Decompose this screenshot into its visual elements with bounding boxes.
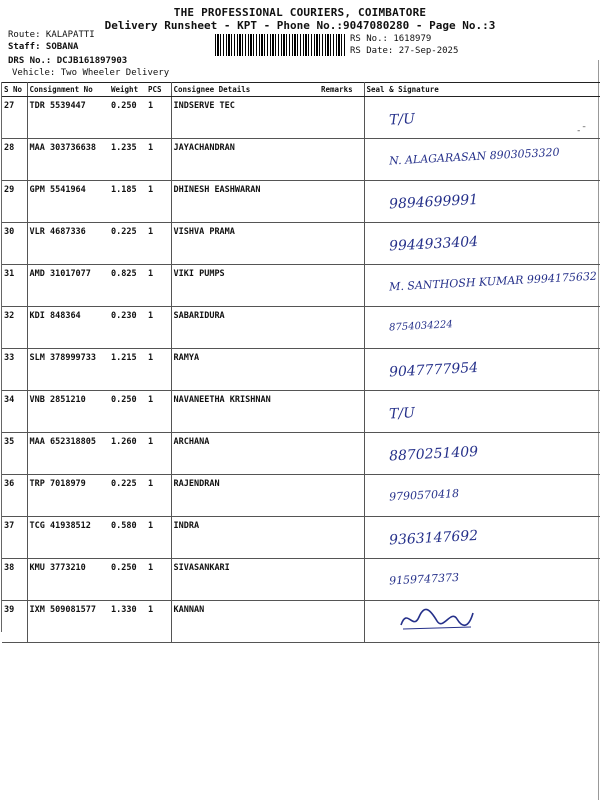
cell-remarks (319, 517, 364, 559)
runsheet-table (2, 82, 600, 643)
cell-pcs: 1 (146, 601, 171, 643)
cell-consignment: VLR 4687336 (27, 223, 109, 265)
col-header-signature: Seal & Signature (364, 83, 600, 97)
cell-pcs: 1 (146, 433, 171, 475)
cell-remarks (319, 223, 364, 265)
col-header-remarks: Remarks (319, 83, 364, 97)
cell-consignment: TCG 41938512 (27, 517, 109, 559)
col-header-weight: Weight (109, 83, 146, 97)
handwritten-signature: 9944933404 (388, 233, 479, 255)
table-header-row (2, 83, 600, 97)
cell-signature (364, 601, 600, 643)
cell-weight: 0.250 (109, 391, 146, 433)
cell-consignee: NAVANEETHA KRISHNAN (171, 391, 319, 433)
cell-pcs: 1 (146, 391, 171, 433)
cell-weight: 1.260 (109, 433, 146, 475)
cell-pcs: 1 (146, 559, 171, 601)
cell-consignee: KANNAN (171, 601, 319, 643)
handwritten-signature: 9159747373 (388, 570, 459, 588)
table-row (2, 139, 600, 181)
cell-sno: 33 (2, 349, 27, 391)
vehicle-label: Vehicle: Two Wheeler Delivery (12, 68, 170, 78)
cell-weight: 0.580 (109, 517, 146, 559)
cell-sno: 39 (2, 601, 27, 643)
cell-consignee: SABARIDURA (171, 307, 319, 349)
cell-remarks (319, 139, 364, 181)
table-row (2, 475, 600, 517)
cell-consignee: INDRA (171, 517, 319, 559)
handwritten-signature: 9047777954 (388, 359, 479, 381)
margin-scribble: ‐ˉ (576, 126, 587, 136)
cell-remarks (319, 349, 364, 391)
cell-weight: 0.250 (109, 97, 146, 139)
cell-signature (364, 391, 600, 433)
col-header-sno: S No (2, 83, 27, 97)
cell-pcs: 1 (146, 181, 171, 223)
cell-pcs: 1 (146, 307, 171, 349)
cell-consignment: SLM 378999733 (27, 349, 109, 391)
barcode-image (215, 34, 345, 56)
cell-pcs: 1 (146, 349, 171, 391)
cell-consignee: DHINESH EASHWARAN (171, 181, 319, 223)
cell-consignment: KMU 3773210 (27, 559, 109, 601)
cell-consignee: SIVASANKARI (171, 559, 319, 601)
cell-weight: 0.225 (109, 475, 146, 517)
cell-remarks (319, 181, 364, 223)
table-row (2, 601, 600, 643)
handwritten-signature-scribble (397, 605, 477, 633)
col-header-pcs: PCS (146, 83, 171, 97)
cell-consignee: RAMYA (171, 349, 319, 391)
cell-signature (364, 517, 600, 559)
cell-signature (364, 181, 600, 223)
cell-pcs: 1 (146, 97, 171, 139)
cell-sno: 34 (2, 391, 27, 433)
document-title: THE PROFESSIONAL COURIERS, COIMBATORE (173, 6, 427, 19)
handwritten-signature: 8870251409 (388, 443, 479, 465)
table-row (2, 433, 600, 475)
cell-consignee: VIKI PUMPS (171, 265, 319, 307)
cell-weight: 0.230 (109, 307, 146, 349)
cell-consignment: KDI 848364 (27, 307, 109, 349)
table-row (2, 391, 600, 433)
cell-sno: 30 (2, 223, 27, 265)
cell-sno: 35 (2, 433, 27, 475)
cell-signature (364, 265, 600, 307)
cell-remarks (319, 265, 364, 307)
col-header-consignee: Consignee Details (171, 83, 319, 97)
cell-weight: 0.250 (109, 559, 146, 601)
cell-weight: 1.185 (109, 181, 146, 223)
cell-signature (364, 349, 600, 391)
cell-consignment: IXM 509081577 (27, 601, 109, 643)
staff-label: Staff: SOBANA (8, 42, 79, 52)
cell-remarks (319, 97, 364, 139)
route-label: Route: KALAPATTI (8, 30, 95, 40)
cell-pcs: 1 (146, 475, 171, 517)
cell-consignee: ARCHANA (171, 433, 319, 475)
cell-sno: 38 (2, 559, 27, 601)
cell-weight: 0.225 (109, 223, 146, 265)
cell-signature (364, 559, 600, 601)
cell-sno: 27 (2, 97, 27, 139)
cell-consignee: INDSERVE TEC (171, 97, 319, 139)
table-row (2, 181, 600, 223)
table-row (2, 307, 600, 349)
cell-weight: 1.215 (109, 349, 146, 391)
table-row (2, 265, 600, 307)
cell-remarks (319, 601, 364, 643)
cell-consignee: JAYACHANDRAN (171, 139, 319, 181)
table-row (2, 349, 600, 391)
cell-signature (364, 307, 600, 349)
cell-consignee: VISHVA PRAMA (171, 223, 319, 265)
handwritten-signature: 8754034224 (388, 319, 453, 334)
cell-consignment: AMD 31017077 (27, 265, 109, 307)
cell-sno: 28 (2, 139, 27, 181)
cell-pcs: 1 (146, 223, 171, 265)
table-row (2, 517, 600, 559)
cell-remarks (319, 559, 364, 601)
drs-number: DRS No.: DCJB161897903 (8, 56, 128, 66)
handwritten-signature: N. ALAGARASAN 8903053320 (388, 145, 560, 168)
cell-signature (364, 139, 600, 181)
cell-sno: 31 (2, 265, 27, 307)
cell-consignment: MAA 652318805 (27, 433, 109, 475)
cell-signature (364, 433, 600, 475)
rs-number: RS No.: 1618979 (350, 34, 432, 44)
cell-pcs: 1 (146, 265, 171, 307)
cell-remarks (319, 433, 364, 475)
handwritten-signature: T/U (388, 405, 415, 423)
cell-consignment: TRP 7018979 (27, 475, 109, 517)
cell-consignment: GPM 5541964 (27, 181, 109, 223)
cell-consignee: RAJENDRAN (171, 475, 319, 517)
cell-pcs: 1 (146, 517, 171, 559)
handwritten-signature: 9894699991 (388, 191, 479, 213)
handwritten-signature: M. SANTHOSH KUMAR 9994175632 (388, 269, 597, 294)
document-subtitle: Delivery Runsheet - KPT - Phone No.:9047080280 - Page No.:3 (104, 19, 496, 32)
cell-signature (364, 475, 600, 517)
cell-sno: 32 (2, 307, 27, 349)
cell-sno: 37 (2, 517, 27, 559)
cell-pcs: 1 (146, 139, 171, 181)
cell-sno: 36 (2, 475, 27, 517)
cell-remarks (319, 475, 364, 517)
table-row (2, 223, 600, 265)
rs-date: RS Date: 27-Sep-2025 (350, 46, 459, 56)
cell-sno: 29 (2, 181, 27, 223)
cell-weight: 1.330 (109, 601, 146, 643)
cell-consignment: TDR 5539447 (27, 97, 109, 139)
handwritten-signature: 9363147692 (388, 527, 479, 549)
cell-remarks (319, 307, 364, 349)
cell-consignment: MAA 303736638 (27, 139, 109, 181)
table-row (2, 559, 600, 601)
cell-weight: 1.235 (109, 139, 146, 181)
cell-signature (364, 97, 600, 139)
handwritten-signature: 9790570418 (388, 486, 459, 504)
col-header-consignment: Consignment No (27, 83, 109, 97)
cell-remarks (319, 391, 364, 433)
cell-weight: 0.825 (109, 265, 146, 307)
cell-signature (364, 223, 600, 265)
handwritten-signature: T/U (388, 111, 415, 129)
table-row (2, 97, 600, 139)
cell-consignment: VNB 2851210 (27, 391, 109, 433)
